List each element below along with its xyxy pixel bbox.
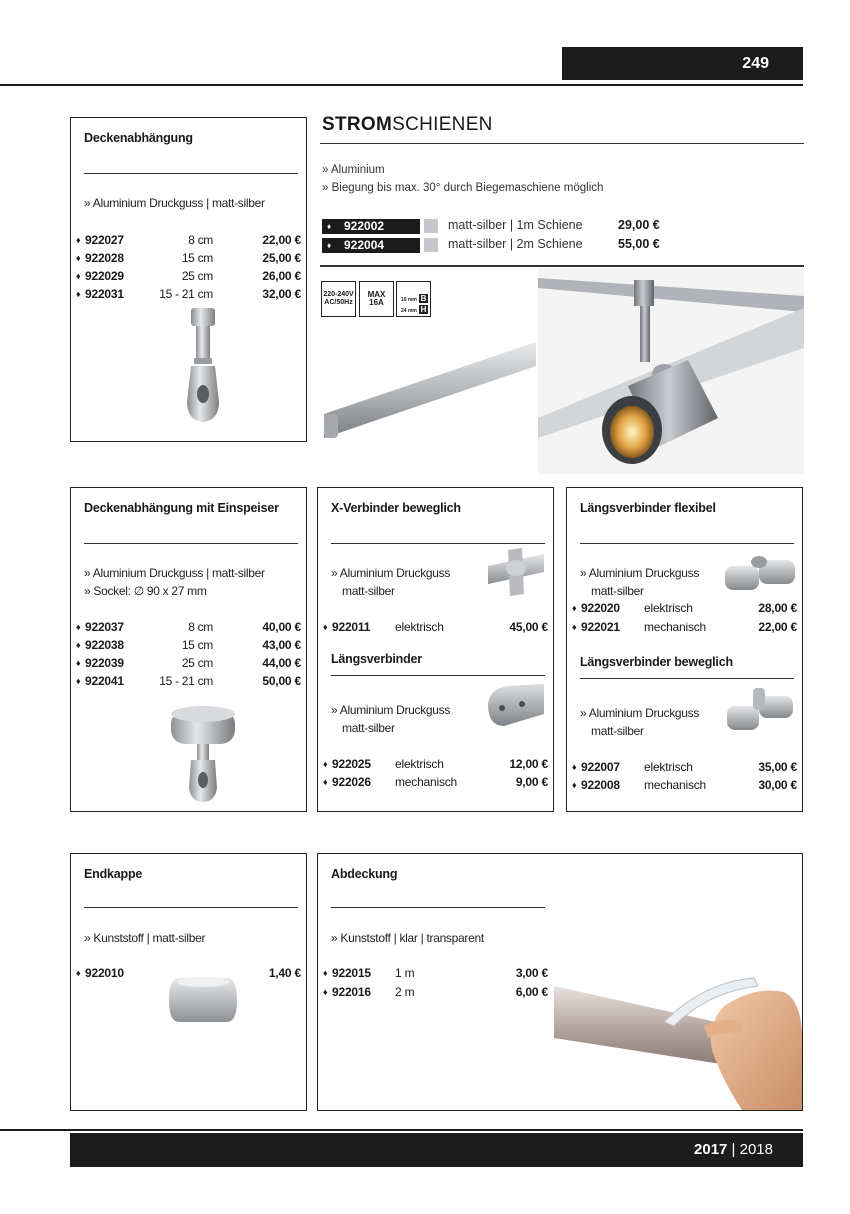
box-title: Deckenabhängung [84, 131, 193, 145]
article-size: 25 cm [181, 656, 213, 670]
diamond-icon: ♦ [323, 622, 328, 632]
article-price: 45,00 € [509, 620, 548, 634]
article-code: 922029 [85, 269, 124, 283]
diamond-icon: ♦ [76, 968, 81, 978]
table-row [76, 672, 301, 690]
height-dim: 24 mm [401, 308, 417, 314]
article-price: 32,00 € [262, 287, 301, 301]
table-row [76, 285, 301, 303]
article-price: 30,00 € [758, 778, 797, 792]
table-row [76, 267, 301, 285]
page-number: 249 [742, 55, 769, 72]
diamond-icon: ♦ [323, 759, 328, 769]
description: » Kunststoff | klar | transparent [331, 931, 484, 945]
article-code: 922011 [332, 620, 371, 634]
top-divider [0, 84, 803, 86]
article-price: 26,00 € [262, 269, 301, 283]
article-price: 43,00 € [262, 638, 301, 652]
h-label: H [420, 305, 427, 314]
diamond-icon: ♦ [76, 235, 81, 245]
heading-bold: STROM [322, 114, 393, 135]
diamond-icon: ♦ [76, 622, 81, 632]
description: » Aluminium Druckguss | matt-silber [84, 196, 265, 210]
footer-divider [0, 1129, 803, 1131]
year-separator: | [727, 1141, 740, 1158]
article-size: 8 cm [188, 620, 213, 634]
article-size: 15 cm [181, 638, 213, 652]
flexible-connector-image [723, 548, 797, 596]
footer-bar [70, 1133, 803, 1167]
current-year: 2017 [694, 1141, 728, 1158]
table-row [76, 231, 301, 249]
article-type: elektrisch [395, 620, 444, 634]
color-swatch [424, 219, 438, 233]
article-code: 922028 [85, 251, 124, 265]
order-description: matt-silber | 2m Schiene [448, 237, 583, 251]
description: » Aluminium Druckguss [331, 566, 451, 580]
description: » Sockel: ∅ 90 x 27 mm [84, 584, 207, 598]
table-row [76, 654, 301, 672]
article-size: 15 - 21 cm [159, 674, 213, 688]
page-number-bar [562, 47, 803, 80]
table-row [323, 755, 548, 773]
section-heading [322, 114, 493, 136]
box-title: Deckenabhängung mit Einspeiser [84, 501, 279, 515]
cover-photo [554, 966, 802, 1110]
table-row [572, 599, 797, 617]
color-swatch [424, 238, 438, 252]
order-code: 922002 [344, 219, 385, 233]
box-subtitle: Längsverbinder beweglich [580, 655, 733, 669]
box-title: Abdeckung [331, 867, 398, 881]
article-price: 12,00 € [509, 757, 548, 771]
table-row [572, 618, 797, 636]
spotlight-photo [538, 268, 804, 474]
article-code: 922016 [332, 985, 371, 999]
article-price: 50,00 € [262, 674, 301, 688]
diamond-icon: ♦ [572, 603, 577, 613]
footer-years [694, 1141, 773, 1158]
description: » Aluminium Druckguss [580, 566, 700, 580]
deckenabhaengung-box [70, 117, 307, 442]
article-code: 922031 [85, 287, 124, 301]
order-price: 29,00 € [618, 218, 660, 232]
max-current-icon [359, 281, 394, 317]
article-code: 922026 [332, 775, 371, 789]
diamond-icon: ♦ [323, 968, 328, 978]
flex-connector-box [566, 487, 803, 812]
table-row [323, 618, 548, 636]
article-length: 1 m [395, 966, 415, 980]
article-type: mechanisch [644, 620, 707, 634]
title-rule [84, 173, 298, 174]
article-price: 3,00 € [515, 966, 548, 980]
article-size: 25 cm [181, 269, 213, 283]
box-title: Endkappe [84, 867, 143, 881]
heading-rule [320, 143, 804, 144]
article-size: 15 cm [181, 251, 213, 265]
article-code: 922037 [85, 620, 124, 634]
description: » Aluminium Druckguss [580, 706, 700, 720]
table-row [76, 636, 301, 654]
table-row [572, 776, 797, 794]
box-subtitle: Längsverbinder [331, 652, 422, 666]
description: » Kunststoff | matt-silber [84, 931, 206, 945]
article-type: mechanisch [395, 775, 458, 789]
article-type: elektrisch [395, 757, 444, 771]
voltage-label: 220-240V AC/50Hz [323, 291, 354, 306]
article-price: 6,00 € [515, 985, 548, 999]
diamond-icon: ♦ [572, 622, 577, 632]
cover-box [317, 853, 803, 1111]
article-price: 1,40 € [268, 966, 301, 980]
article-code: 922007 [581, 760, 620, 774]
order-rule [320, 265, 804, 267]
order-code-badge [322, 238, 420, 253]
diamond-icon: ♦ [76, 289, 81, 299]
article-size: 8 cm [188, 233, 213, 247]
movable-connector-image [723, 686, 797, 736]
order-description: matt-silber | 1m Schiene [448, 218, 583, 232]
description: matt-silber [591, 724, 644, 738]
order-code: 922004 [344, 238, 385, 252]
subtitle-rule [580, 678, 794, 679]
current-label: 16A [369, 298, 384, 307]
article-price: 22,00 € [262, 233, 301, 247]
description: » Aluminium Druckguss [331, 703, 451, 717]
diamond-icon: ♦ [76, 658, 81, 668]
feed-suspension-image [167, 704, 239, 804]
article-price: 44,00 € [262, 656, 301, 670]
article-price: 35,00 € [758, 760, 797, 774]
feature-aluminium: » Aluminium [322, 164, 385, 176]
diamond-icon: ♦ [572, 780, 577, 790]
article-code: 922027 [85, 233, 124, 247]
diamond-icon: ♦ [76, 676, 81, 686]
diamond-icon: ♦ [323, 987, 328, 997]
order-price: 55,00 € [618, 237, 660, 251]
article-price: 28,00 € [758, 601, 797, 615]
end-cap-box [70, 853, 307, 1111]
article-price: 25,00 € [262, 251, 301, 265]
max-label: MAX [367, 290, 386, 299]
article-price: 40,00 € [262, 620, 301, 634]
article-code: 922021 [581, 620, 620, 634]
x-connector-image [484, 546, 548, 598]
article-price: 9,00 € [515, 775, 548, 789]
title-rule [331, 907, 545, 908]
article-price: 22,00 € [758, 620, 797, 634]
diamond-icon: ♦ [323, 777, 328, 787]
table-row [572, 758, 797, 776]
box-title: X-Verbinder beweglich [331, 501, 461, 515]
width-dim: 10 mm [401, 297, 417, 303]
table-row [76, 249, 301, 267]
diamond-icon: ♦ [572, 762, 577, 772]
box-title: Längsverbinder flexibel [580, 501, 716, 515]
b-label: B [420, 294, 427, 303]
article-code: 922010 [85, 966, 124, 980]
table-row [323, 983, 548, 1001]
diamond-icon: ♦ [76, 271, 81, 281]
ceiling-suspension-image [179, 306, 229, 434]
diamond-icon: ♦ [327, 222, 332, 231]
article-code: 922020 [581, 601, 620, 615]
description: » Aluminium Druckguss | matt-silber [84, 566, 265, 580]
title-rule [331, 543, 545, 544]
diamond-icon: ♦ [327, 241, 332, 250]
diamond-icon: ♦ [76, 253, 81, 263]
article-type: elektrisch [644, 601, 693, 615]
description: matt-silber [591, 584, 644, 598]
next-year: 2018 [739, 1141, 773, 1158]
einspeiser-box [70, 487, 307, 812]
article-code: 922039 [85, 656, 124, 670]
article-code: 922015 [332, 966, 371, 980]
voltage-icon [321, 281, 356, 317]
feature-bending: » Biegung bis max. 30° durch Biegemaschiene möglich [322, 182, 604, 194]
article-type: mechanisch [644, 778, 707, 792]
article-size: 15 - 21 cm [159, 287, 213, 301]
subtitle-rule [331, 675, 545, 676]
title-rule [84, 543, 298, 544]
article-type: elektrisch [644, 760, 693, 774]
article-code: 922038 [85, 638, 124, 652]
diamond-icon: ♦ [76, 640, 81, 650]
description: matt-silber [342, 721, 395, 735]
order-code-badge [322, 219, 420, 234]
article-code: 922008 [581, 778, 620, 792]
article-code: 922025 [332, 757, 371, 771]
table-row [323, 964, 548, 982]
table-row [76, 618, 301, 636]
description: matt-silber [342, 584, 395, 598]
dimension-icon [396, 281, 431, 317]
article-length: 2 m [395, 985, 415, 999]
rail-profile-image [320, 338, 538, 440]
article-code: 922041 [85, 674, 124, 688]
title-rule [580, 543, 794, 544]
heading-light: SCHIENEN [392, 114, 493, 135]
table-row [323, 773, 548, 791]
x-connector-box [317, 487, 554, 812]
straight-connector-image [484, 684, 548, 730]
title-rule [84, 907, 298, 908]
end-cap-image [167, 972, 239, 1030]
